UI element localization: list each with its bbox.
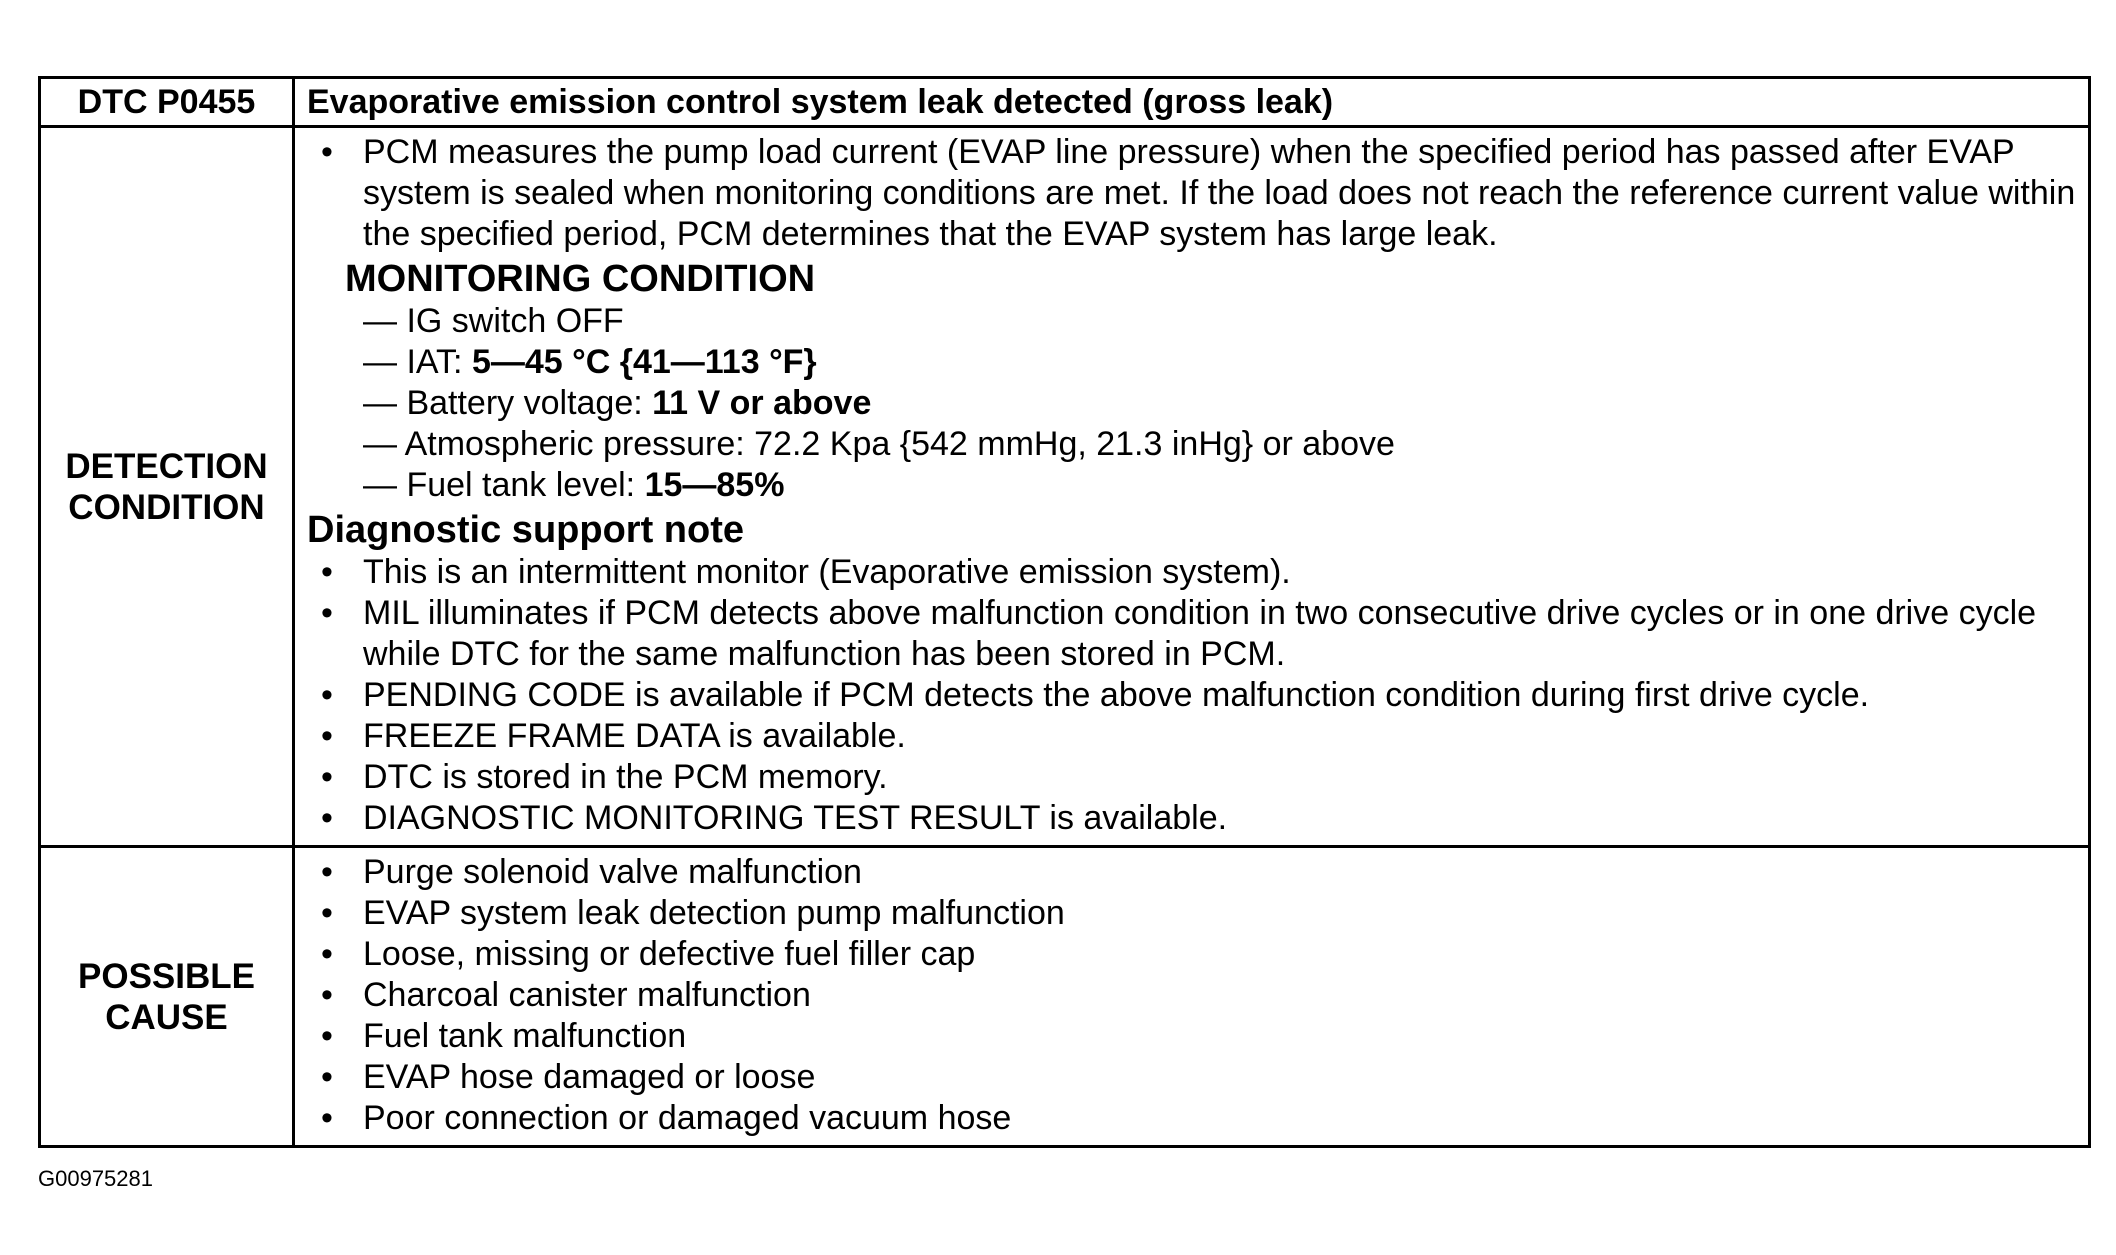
possible-cause-item: • Loose, missing or defective fuel filler cap [307, 934, 2076, 975]
figure-id: G00975281 [38, 1166, 153, 1191]
support-note-item: • MIL illuminates if PCM detects above malfunction condition in two consecutive drive cycles or in one drive cycle while DTC for the same malfunction has been stored in PCM. [307, 593, 2076, 675]
diagnostic-support-heading: Diagnostic support note [307, 509, 744, 551]
condition-label: — Fuel tank level: [363, 466, 645, 504]
support-note-item: • This is an intermittent monitor (Evaporative emission system). [307, 552, 2076, 593]
dtc-code: DTC P0455 [40, 78, 294, 127]
cause-label-line2: CAUSE [105, 997, 228, 1037]
support-note-item: • PENDING CODE is available if PCM detects the above malfunction condition during first drive cycle. [307, 675, 2076, 716]
detection-description-list [307, 132, 2076, 255]
possible-cause-content [294, 847, 2090, 1147]
detection-label-line2: CONDITION [68, 487, 265, 527]
condition-value: 15—85% [644, 466, 785, 504]
detection-condition-label [40, 127, 294, 847]
possible-cause-item: • Purge solenoid valve malfunction [307, 852, 2076, 893]
monitoring-condition-item [363, 383, 2076, 424]
header-row [40, 78, 2090, 127]
support-note-item: • DTC is stored in the PCM memory. [307, 757, 2076, 798]
monitoring-condition-heading: MONITORING CONDITION [345, 258, 816, 300]
monitoring-condition-item [363, 465, 2076, 506]
possible-cause-item: • Fuel tank malfunction [307, 1016, 2076, 1057]
dtc-title: Evaporative emission control system leak detected (gross leak) [294, 78, 2090, 127]
possible-cause-label [40, 847, 294, 1147]
cause-label-line1: POSSIBLE [78, 956, 255, 996]
support-note-item: • FREEZE FRAME DATA is available. [307, 716, 2076, 757]
detection-row [40, 127, 2090, 847]
dtc-table [38, 76, 2091, 1148]
monitoring-condition-item [363, 301, 2076, 342]
condition-label: — IAT: [363, 343, 472, 381]
possible-cause-row [40, 847, 2090, 1147]
possible-cause-item: • EVAP hose damaged or loose [307, 1057, 2076, 1098]
monitoring-condition-item [363, 342, 2076, 383]
detection-description: • PCM measures the pump load current (EVAP line pressure) when the specified period has passed after EVAP system is sealed when monitoring conditions are met. If the load does not reach the reference current value within the specified period, PCM determines that the EVAP system has large leak. [307, 132, 2076, 255]
support-notes-list [307, 552, 2076, 839]
condition-label: — Battery voltage: [363, 384, 653, 422]
monitoring-condition-item [363, 424, 2076, 465]
condition-value: 5—45 °C {41—113 °F} [471, 343, 817, 381]
condition-label: — Atmospheric pressure: 72.2 Kpa {542 mmHg, 21.3 inHg} or above [363, 425, 1395, 463]
support-note-item: • DIAGNOSTIC MONITORING TEST RESULT is available. [307, 798, 2076, 839]
detection-condition-content [294, 127, 2090, 847]
possible-cause-item: • Charcoal canister malfunction [307, 975, 2076, 1016]
monitoring-conditions-list [307, 301, 2076, 506]
possible-cause-item: • Poor connection or damaged vacuum hose [307, 1098, 2076, 1139]
condition-value: 11 V or above [652, 384, 872, 422]
possible-cause-item: • EVAP system leak detection pump malfunction [307, 893, 2076, 934]
detection-label-line1: DETECTION [65, 446, 268, 486]
possible-causes-list [307, 852, 2076, 1139]
condition-label: — IG switch OFF [363, 302, 624, 340]
